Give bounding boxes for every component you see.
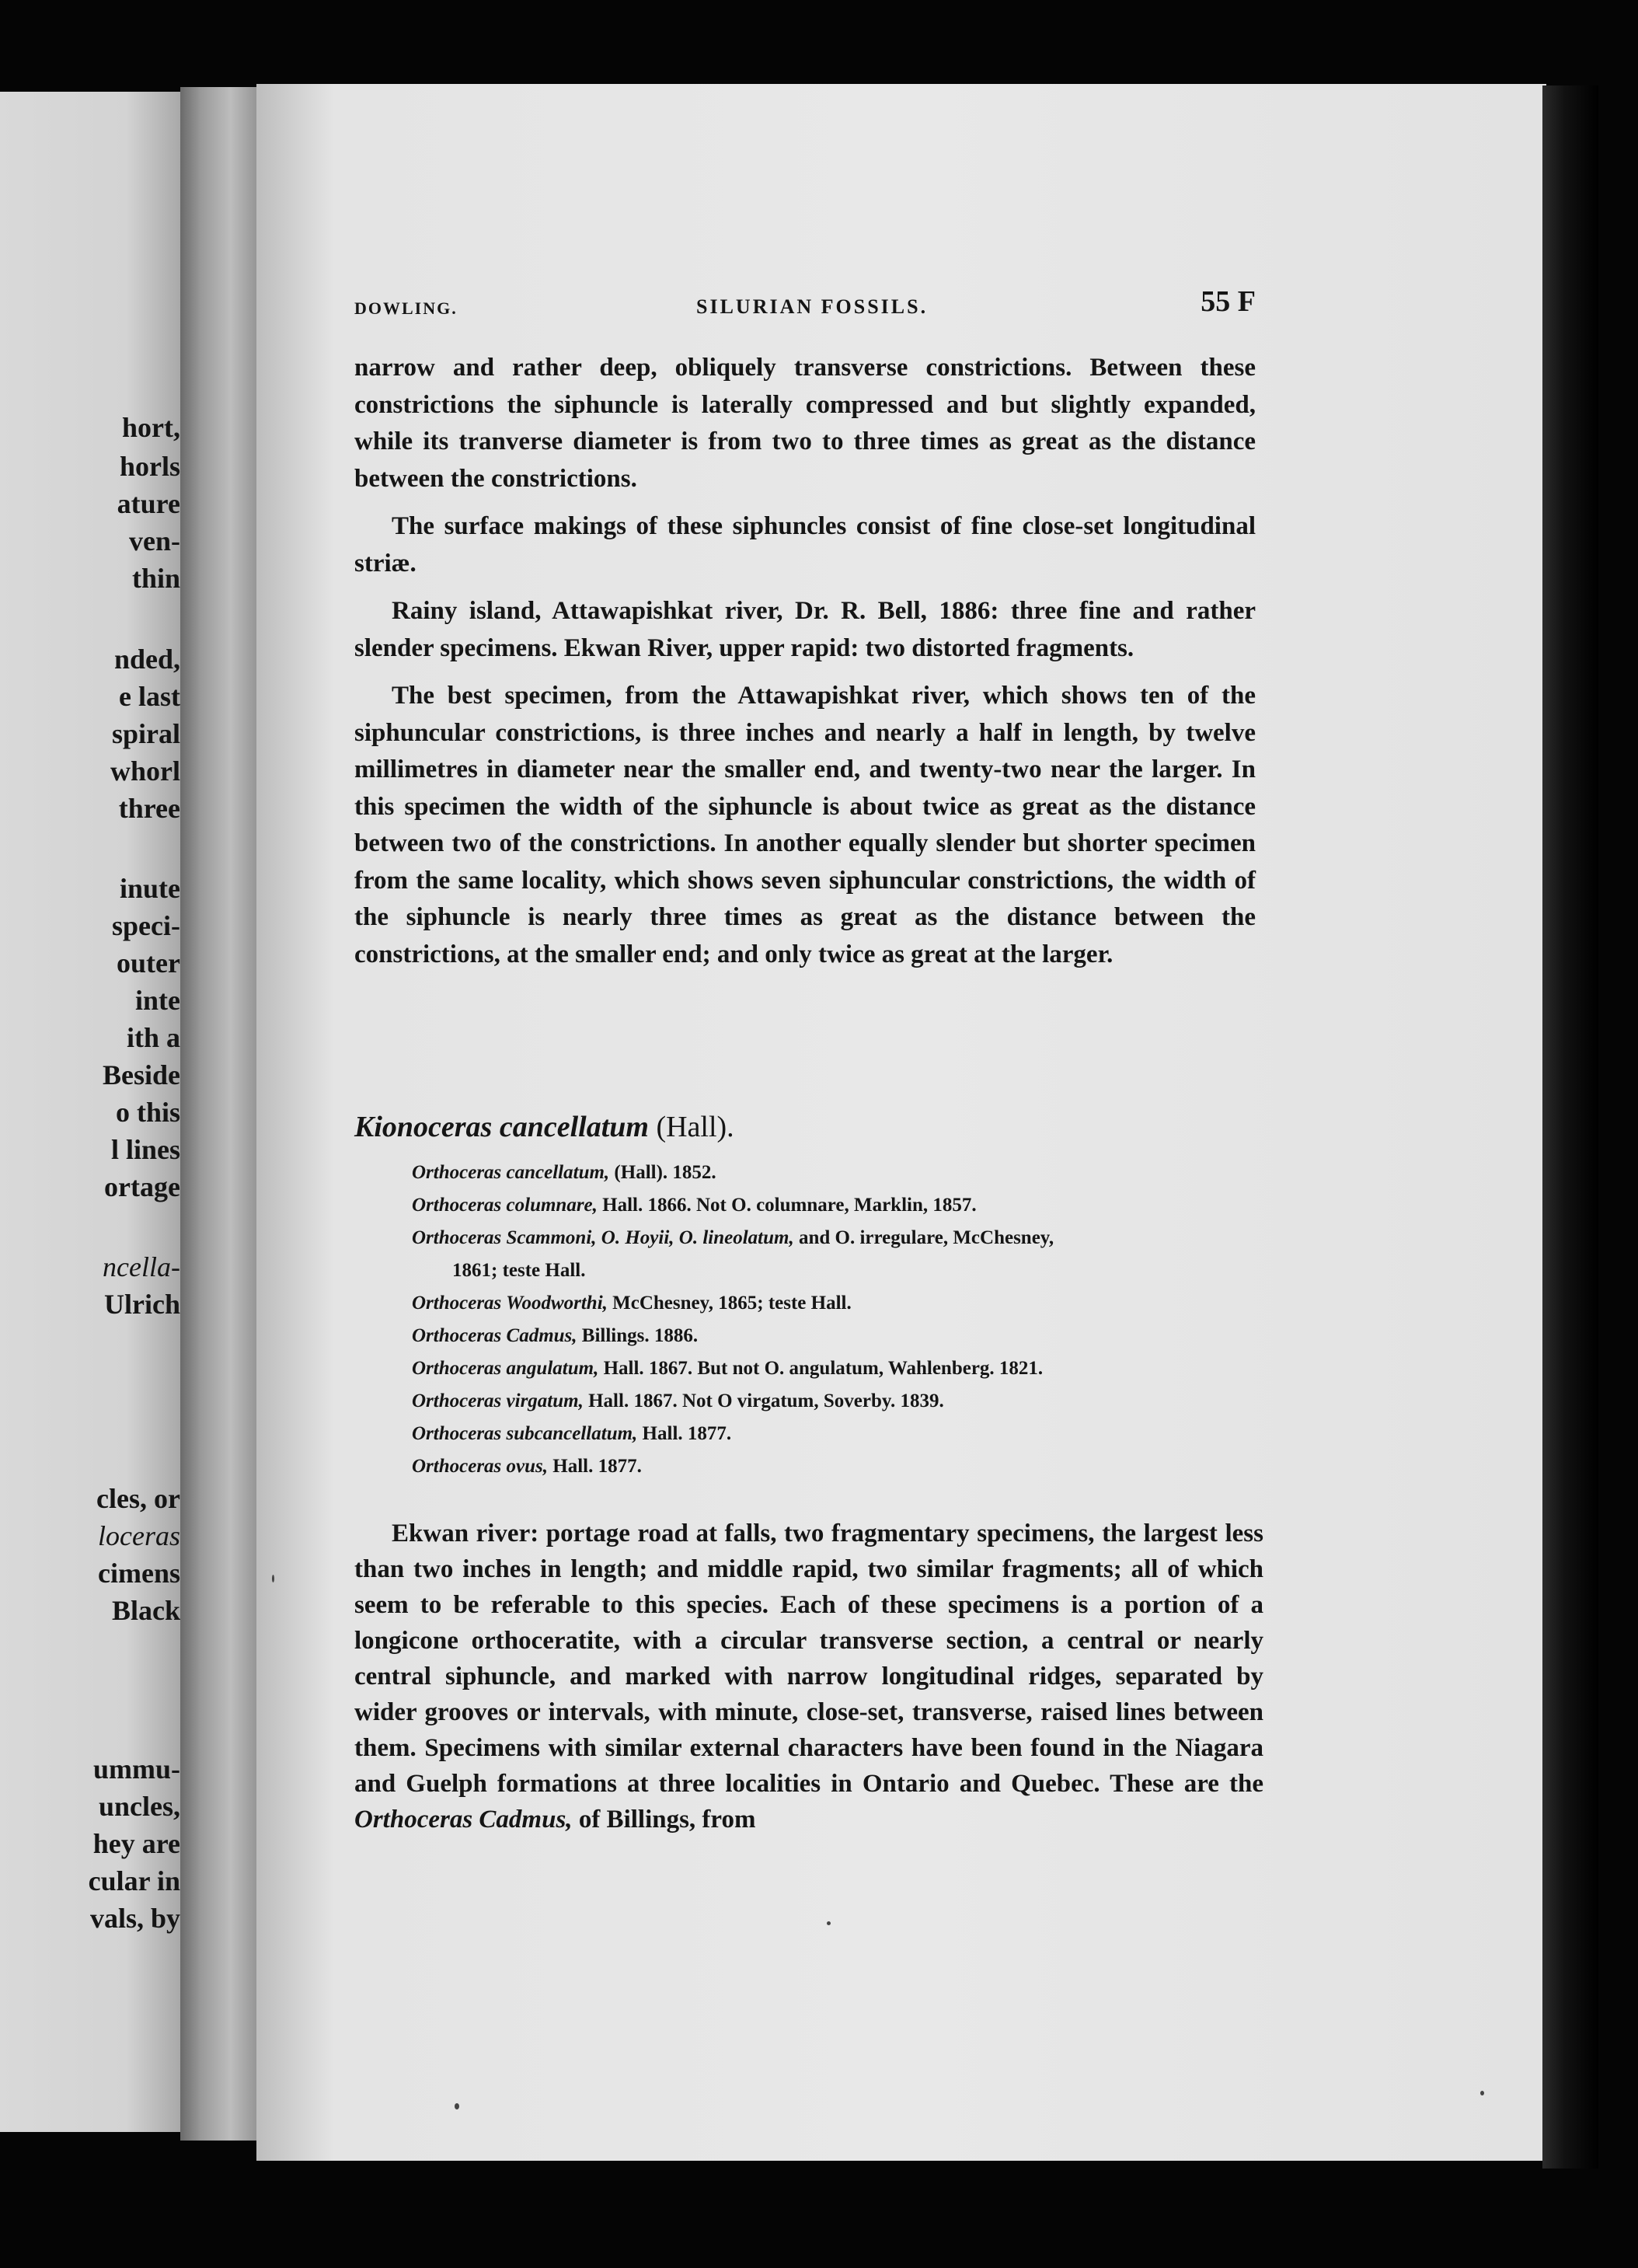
- paragraph: The best specimen, from the Attawapishkat river, which shows ten of the siphuncular constrictions, is three inches and nearly a half in length, by twelve millimetres in diameter near the smaller end, and twenty-two near the larger. In this specimen the width of the siphuncle is about twice as great as the distance between two of the constrictions. In another equally slender but shorter specimen from the same locality, which shows seven siphuncular constrictions, the width of the siphuncle is nearly three times as great as the distance between the constrictions, at the smaller end; and only twice as great at the larger.: [354, 682, 1256, 968]
- left-page-line: e last: [119, 681, 180, 712]
- body-text: [354, 350, 1256, 973]
- left-page-line: ortage: [104, 1171, 180, 1202]
- closing-text-before: Ekwan river: portage road at falls, two fragmentary specimens, the largest less than two inches in length; and middle rapid, two similar fragments; all of which seem to be referable to this species. Each of these specimens is a portion of a longicone orthoceratite, with a circular transverse section, a central or nearly central siphuncle, and marked with narrow longitudinal ridges, separated by wider grooves or intervals, with minute, close-set, transverse, raised lines between them. Specimens with similar external characters have been found in the Niagara and Guelph formations at three localities in Ontario and Quebec. These are the: [354, 1520, 1263, 1798]
- left-page-line: cimens: [98, 1558, 180, 1589]
- paragraph: The surface makings of these siphuncles consist of fine close-set longitudinal striæ.: [354, 512, 1256, 577]
- header-author: DOWLING.: [354, 298, 458, 318]
- closing-text-after: of Billings, from: [578, 1806, 756, 1834]
- left-page-line: ature: [117, 488, 180, 519]
- closing-text-italic: Orthoceras Cadmus,: [354, 1806, 573, 1834]
- synonym-continuation: 1861; teste Hall.: [452, 1260, 586, 1281]
- dust-speck: [1480, 2091, 1484, 2095]
- synonym-entry: [412, 1418, 1267, 1450]
- left-page-line: o this: [115, 1097, 180, 1128]
- synonym-citation: McChesney, 1865; teste Hall.: [612, 1293, 852, 1314]
- synonym-entry: [412, 1157, 1267, 1189]
- synonym-entry: [412, 1287, 1267, 1320]
- synonym-citation: (Hall). 1852.: [614, 1162, 716, 1183]
- synonym-citation: Hall. 1866. Not O. columnare, Marklin, 1857.: [602, 1195, 977, 1216]
- book-gutter: [180, 87, 264, 2141]
- left-page-line: uncles,: [98, 1791, 180, 1822]
- left-page-line: Black: [111, 1595, 180, 1626]
- synonym-name: Orthoceras Cadmus,: [412, 1325, 577, 1346]
- left-page-line: cles, or: [96, 1483, 180, 1514]
- synonym-name: Orthoceras ovus,: [412, 1456, 549, 1477]
- paragraph: Rainy island, Attawapishkat river, Dr. R. Bell, 1886: three fine and rather slender specimens. Ekwan River, upper rapid: two distorted fragments.: [354, 597, 1256, 662]
- left-page-line: l lines: [110, 1134, 180, 1165]
- synonym-citation: and O. irregulare, McChesney,: [798, 1227, 1054, 1248]
- left-page-line: horls: [119, 451, 180, 482]
- left-page-line: hort,: [122, 412, 180, 443]
- closing-paragraph: [354, 1516, 1263, 1837]
- paragraph: narrow and rather deep, obliquely transverse constrictions. Between these constrictions the siphuncle is laterally compressed and but slightly expanded, while its tranverse diameter is from two to three times as great as the distance between the constrictions.: [354, 354, 1256, 493]
- dust-speck: [272, 1575, 274, 1582]
- synonym-entry: [412, 1352, 1267, 1385]
- synonym-entry: [412, 1189, 1267, 1222]
- left-page-line: inute: [119, 873, 180, 904]
- synonym-citation: Hall. 1877.: [552, 1456, 642, 1477]
- page-number: 55 F: [1201, 285, 1256, 318]
- left-page-line: three: [118, 793, 180, 824]
- left-page-line: thin: [131, 563, 180, 594]
- left-page-line: ven-: [129, 525, 180, 557]
- left-page-line: whorl: [110, 755, 180, 787]
- page-edge: [1542, 85, 1598, 2169]
- left-page-line: Ulrich: [104, 1289, 180, 1320]
- synonym-citation: Billings. 1886.: [581, 1325, 699, 1346]
- left-page-line: nded,: [113, 644, 180, 675]
- left-page-line: outer: [117, 947, 180, 979]
- left-page-line: loceras: [98, 1520, 180, 1551]
- synonym-citation: Hall. 1877.: [642, 1423, 732, 1444]
- left-page-line: ncella-: [103, 1251, 180, 1282]
- synonym-name: Orthoceras Woodworthi,: [412, 1293, 608, 1314]
- synonym-name: Orthoceras cancellatum,: [412, 1162, 610, 1183]
- left-page-text: [0, 92, 180, 2132]
- dust-speck: [827, 1921, 831, 1925]
- species-heading: [354, 1110, 734, 1144]
- dust-speck: [455, 2103, 459, 2109]
- left-page-line: speci-: [112, 910, 180, 941]
- left-page-line: vals, by: [89, 1903, 180, 1934]
- synonym-entry: [412, 1320, 1267, 1352]
- left-page-line: hey are: [92, 1828, 180, 1859]
- left-page-line: inte: [135, 985, 180, 1016]
- species-author: (Hall).: [656, 1111, 734, 1143]
- synonym-name: Orthoceras Scammoni, O. Hoyii, O. lineolatum,: [412, 1227, 794, 1248]
- running-header: [354, 280, 1256, 319]
- left-page-line: ith a: [126, 1022, 180, 1053]
- synonym-name: Orthoceras subcancellatum,: [412, 1423, 638, 1444]
- synonym-name: Orthoceras virgatum,: [412, 1390, 584, 1411]
- left-page-line: Beside: [102, 1059, 180, 1090]
- header-title: SILURIAN FOSSILS.: [696, 295, 929, 318]
- synonym-citation: Hall. 1867. But not O. angulatum, Wahlenberg. 1821.: [603, 1358, 1044, 1379]
- synonym-entry: [412, 1450, 1267, 1483]
- synonym-entry: [412, 1222, 1267, 1287]
- synonym-name: Orthoceras columnare,: [412, 1195, 598, 1216]
- synonym-name: Orthoceras angulatum,: [412, 1358, 599, 1379]
- left-page: [0, 92, 180, 2132]
- left-page-line: ummu-: [92, 1753, 180, 1785]
- synonym-entry: [412, 1385, 1267, 1418]
- synonymy-list: [412, 1157, 1267, 1483]
- left-page-line: cular in: [88, 1865, 180, 1896]
- synonym-citation: Hall. 1867. Not O virgatum, Soverby. 1839.: [588, 1390, 944, 1411]
- species-name: Kionoceras cancellatum: [354, 1111, 649, 1143]
- left-page-line: spiral: [111, 718, 180, 749]
